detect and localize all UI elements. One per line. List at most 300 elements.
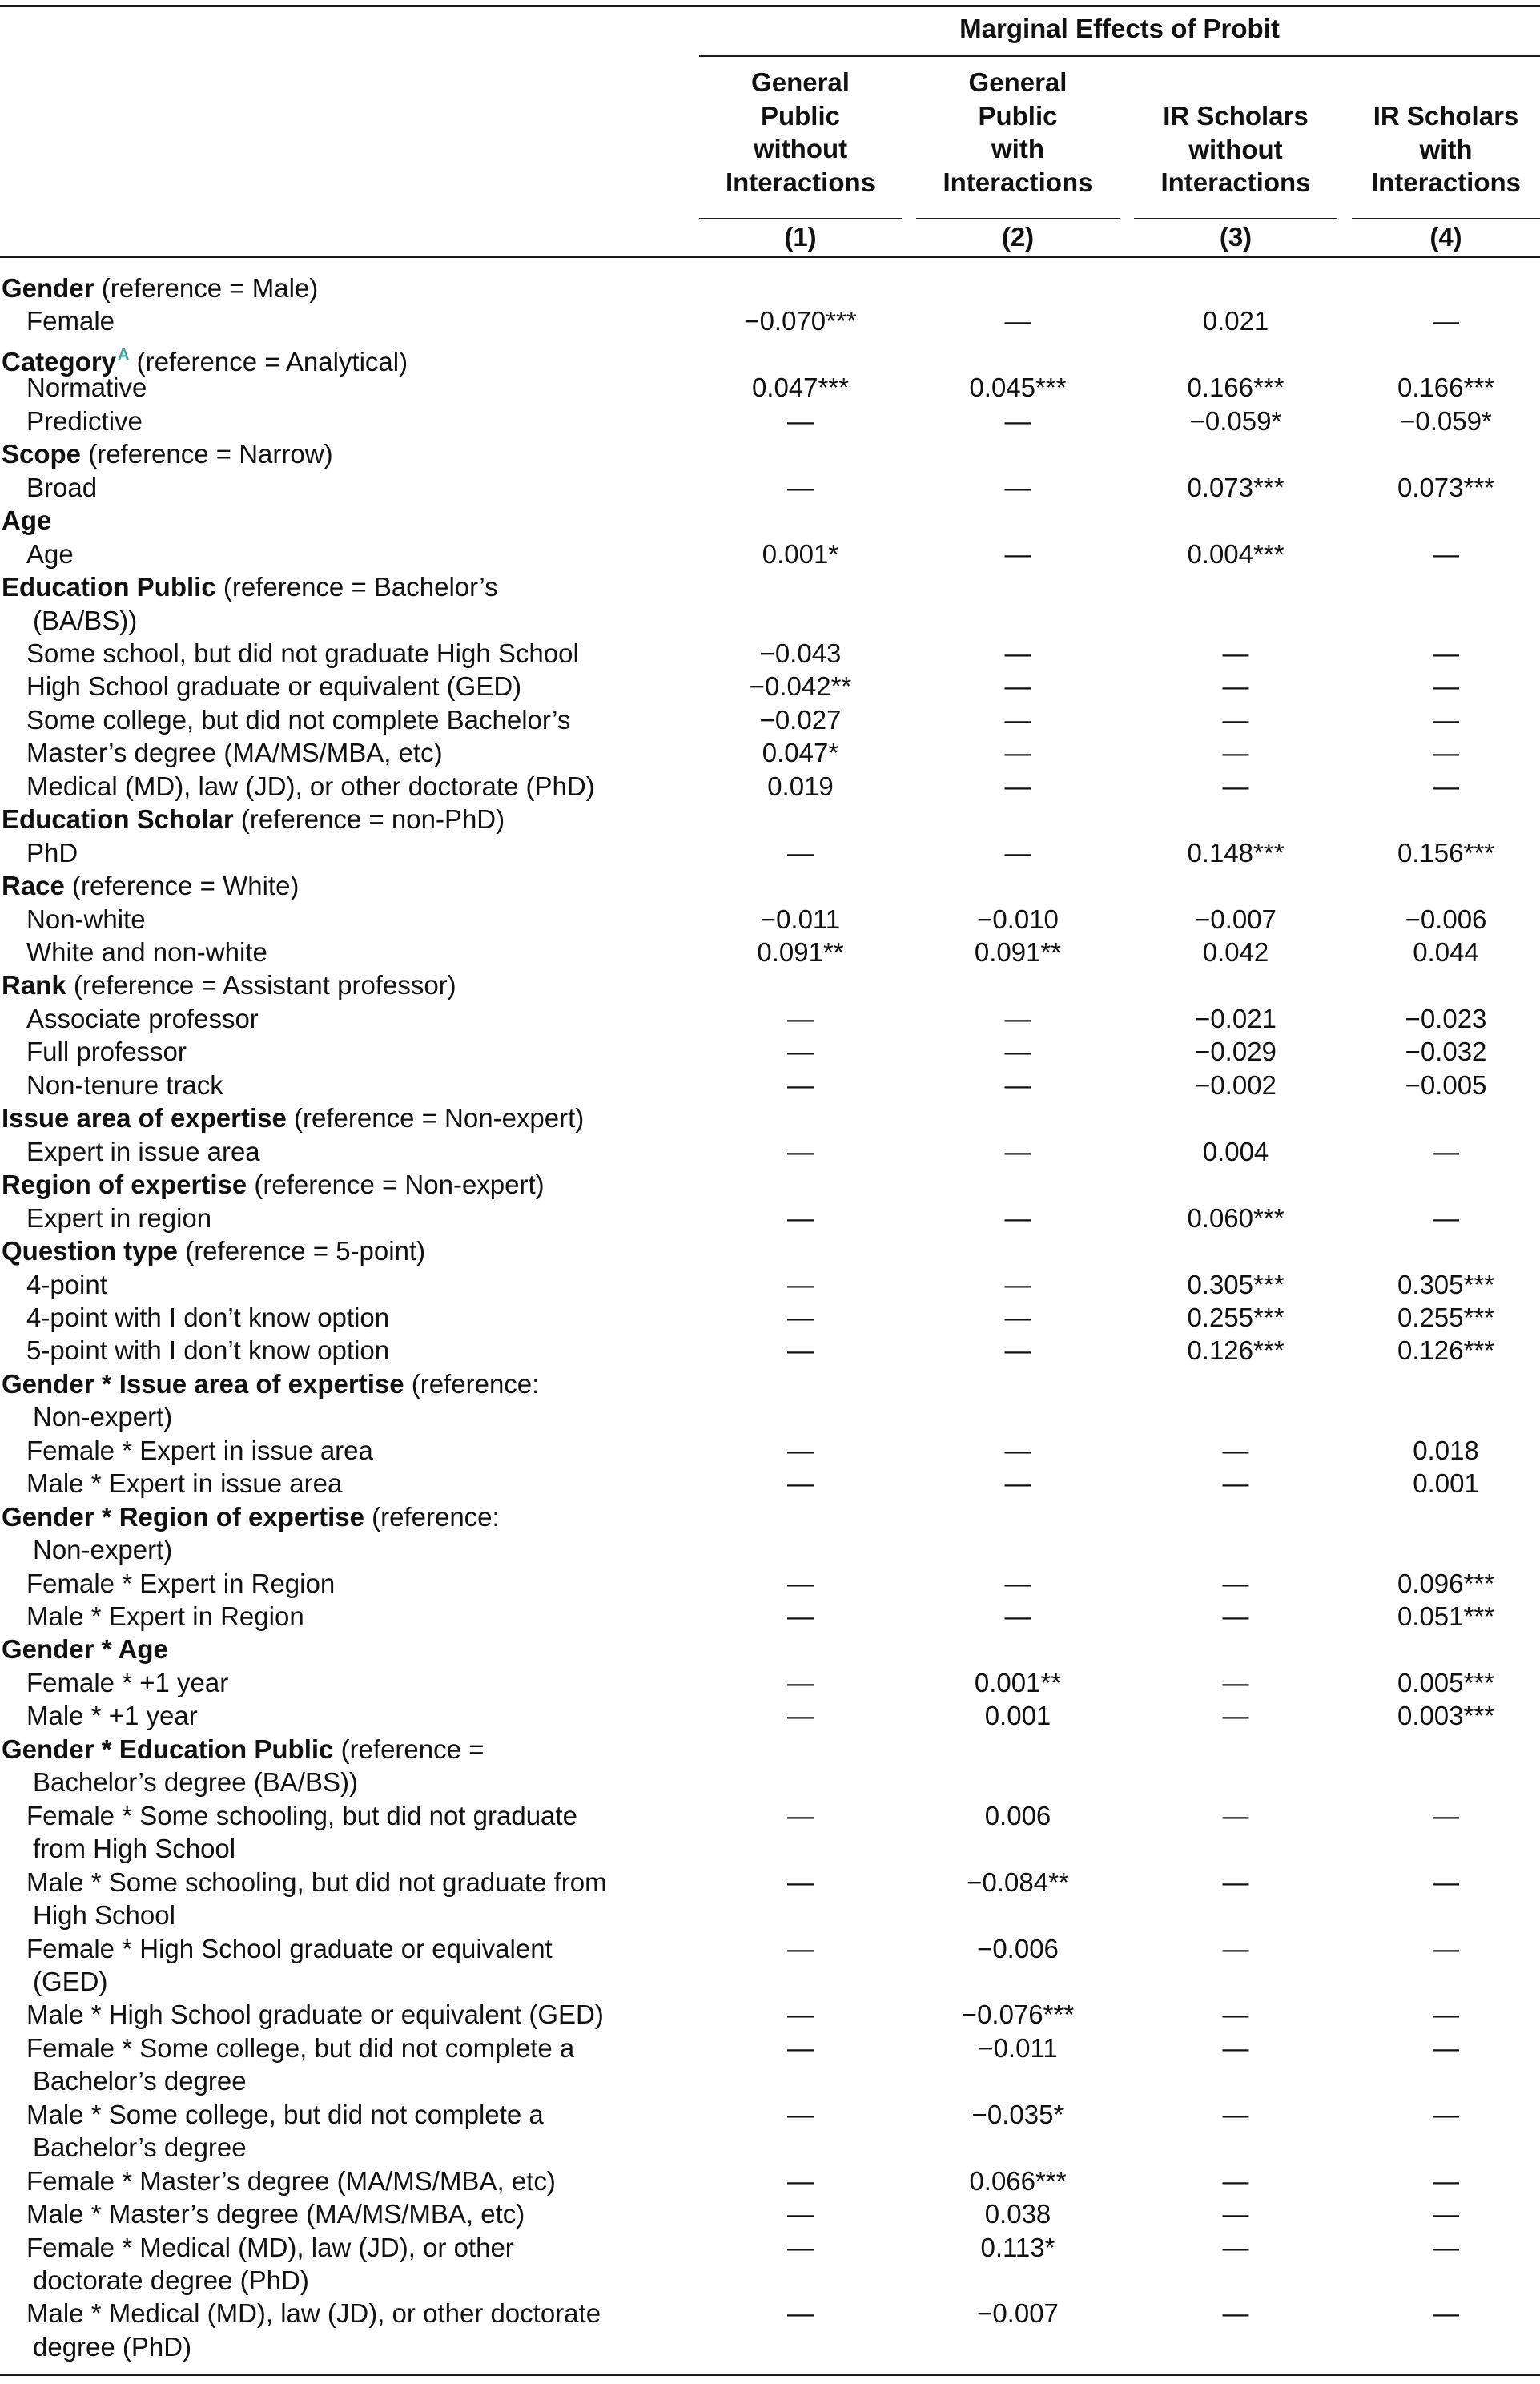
section-title: Category [2,346,117,377]
table-row [0,372,1540,404]
cell-col-2: 0.001** [974,1667,1062,1697]
cell-col-4: 0.166*** [1397,372,1495,403]
cell-col-4: — [1433,771,1459,801]
cell-col-1: −0.011 [760,904,841,934]
cell-col-1: — [787,1601,814,1631]
cell-col-4: — [1433,1800,1459,1830]
col-header-4 [1352,99,1540,199]
cell-col-1: — [787,2099,814,2129]
cell-col-3: — [1222,1435,1249,1465]
col-header-3-line-3: Interactions [1160,167,1311,197]
section-label [2,272,318,304]
row-label: High School [33,1900,175,1931]
cell-col-4: — [1433,1933,1459,1963]
cell-col-4: 0.001 [1413,1468,1479,1499]
cell-col-1: — [787,1468,814,1499]
cell-col-3: 0.060*** [1187,1202,1285,1233]
continuation-row [0,1966,1540,1998]
cell-col-2: 0.045*** [969,372,1067,403]
cell-col-1: — [787,405,814,436]
cell-col-4: — [1433,704,1459,735]
table-row [0,1335,1540,1367]
cell-col-3: −0.021 [1195,1003,1277,1033]
cell-col-3: — [1222,671,1249,702]
section-title: Question type [2,1236,179,1266]
row-label: Male * Expert in Region [26,1601,304,1631]
section-title: Scope [2,439,82,469]
row-label: Non-expert) [33,1402,173,1432]
cell-col-1: — [787,472,814,502]
cell-col-2: — [1004,1037,1031,1067]
row-label: Female * Some schooling, but did not graduate [26,1800,577,1830]
cell-col-3: −0.029 [1195,1037,1277,1067]
section-row [0,1501,1540,1533]
cell-col-1: — [787,1701,814,1731]
cell-col-3: — [1222,1568,1249,1598]
section-title: Age [2,505,52,536]
section-title: Gender * Age [2,1634,168,1665]
cell-col-4: 0.126*** [1397,1335,1495,1366]
cell-col-2: — [1004,1468,1031,1499]
section-label [2,505,51,537]
col-number-3: (3) [1219,222,1253,252]
cell-col-3: 0.004 [1202,1136,1269,1166]
cell-col-1: — [787,1435,814,1465]
col-header-3 [1134,99,1337,199]
cell-col-4: 0.096*** [1397,1568,1495,1598]
footnote-marker: A [118,345,130,364]
table-row [0,2297,1540,2330]
cell-col-3: — [1222,2232,1249,2262]
table-row [0,2165,1540,2197]
continuation-row [0,605,1540,637]
table-row [0,704,1540,736]
cell-col-2: −0.035* [971,2099,1064,2129]
table-row [0,2099,1540,2131]
cell-col-2: 0.006 [984,1800,1051,1830]
section-title: Gender [2,273,94,303]
cell-col-2: 0.001 [984,1701,1051,1731]
col-header-2 [916,66,1120,199]
row-label: (GED) [33,1966,108,1996]
table-row [0,1003,1540,1035]
section-label [2,870,299,902]
cell-col-4: 0.018 [1413,1435,1479,1465]
continuation-row [0,2132,1540,2164]
section-title: Gender * Education Public [2,1734,334,1764]
table-row [0,670,1540,703]
row-label: Female * Some college, but did not complete a [26,2032,575,2063]
cell-col-3: 0.305*** [1187,1269,1285,1299]
cell-col-2: — [1004,738,1031,768]
section-reference: (reference = Assistant professor) [66,970,456,1001]
cell-col-3: — [1222,2032,1249,2063]
table-row [0,1468,1540,1500]
row-label: Non-expert) [33,1535,173,1565]
cell-col-2: — [1004,638,1031,668]
row-label: Non-white [26,904,146,934]
cell-col-1: — [787,2165,814,2196]
continuation-row [0,1899,1540,1931]
row-label: Female * Master’s degree (MA/MS/MBA, etc) [26,2165,556,2196]
cell-col-3: — [1222,704,1249,735]
super-header-rule [699,55,1540,57]
cell-col-2: 0.091** [974,937,1062,967]
cell-col-3: — [1222,771,1249,801]
row-label: Some school, but did not graduate High School [26,638,579,668]
cell-col-3: −0.007 [1195,904,1277,934]
row-label: Associate professor [26,1003,259,1033]
cell-col-4: — [1433,538,1459,569]
bottom-rule [0,2374,1540,2376]
section-label [2,1102,584,1134]
table-row [0,1601,1540,1633]
table-row [0,1999,1540,2031]
row-label: Female * Medical (MD), law (JD), or other [26,2232,514,2262]
continuation-row [0,1766,1540,1798]
cell-col-4: 0.305*** [1397,1269,1495,1299]
cell-col-3: — [1222,1800,1249,1830]
col-header-1 [699,66,902,199]
table-row [0,2032,1540,2064]
table-row [0,1269,1540,1301]
section-reference: (reference: [364,1501,500,1532]
cell-col-3: 0.126*** [1187,1335,1285,1366]
cell-col-4: −0.032 [1405,1037,1487,1067]
col-4-rule [1352,218,1540,219]
cell-col-2: — [1004,1003,1031,1033]
section-reference: (reference = Male) [94,273,319,303]
cell-col-1: 0.047*** [751,372,850,403]
section-title: Rank [2,970,66,1001]
row-label: 4-point with I don’t know option [26,1302,390,1332]
cell-col-2: — [1004,1069,1031,1100]
cell-col-2: — [1004,1601,1031,1631]
table-row [0,1667,1540,1699]
section-reference: (reference = non-PhD) [233,804,505,835]
cell-col-1: −0.042** [749,671,852,702]
table-row [0,771,1540,803]
col-header-2-line-1: General [968,67,1068,97]
cell-col-3: — [1222,2165,1249,2196]
cell-col-3: 0.042 [1202,937,1269,967]
cell-col-3: — [1222,2298,1249,2329]
cell-col-3: — [1222,738,1249,768]
cell-col-2: — [1004,1302,1031,1332]
cell-col-2: −0.084** [967,1867,1069,1897]
table-row [0,538,1540,570]
col-3-rule [1134,218,1337,219]
row-label: PhD [26,837,78,868]
row-label: Female * +1 year [26,1667,229,1697]
row-label: Female * Expert in Region [26,1568,336,1598]
row-label: Non-tenure track [26,1069,223,1100]
cell-col-1: — [787,2298,814,2329]
cell-col-1: — [787,1568,814,1598]
cell-col-2: — [1004,538,1031,569]
section-label [2,1633,168,1665]
section-label [2,438,333,470]
table-row [0,1435,1540,1467]
cell-col-4: — [1433,1136,1459,1166]
section-title: Education Public [2,572,216,602]
section-label [2,969,456,1001]
section-row [0,969,1540,1001]
cell-col-4: — [1433,2199,1459,2229]
table-row [0,405,1540,437]
section-row [0,1368,1540,1400]
col-header-4-line-3: Interactions [1370,167,1522,197]
col-header-1-line-2: Public [760,100,841,131]
cell-col-1: — [787,2199,814,2229]
cell-col-1: −0.027 [759,704,842,735]
cell-col-4: 0.005*** [1397,1667,1495,1697]
section-row [0,505,1540,537]
cell-col-2: — [1004,1202,1031,1233]
table-row [0,1136,1540,1168]
section-reference: (reference = 5-point) [178,1236,426,1266]
cell-col-1: — [787,1037,814,1067]
row-label: Full professor [26,1037,187,1067]
top-rule [0,5,1540,7]
cell-col-3: — [1222,1867,1249,1897]
section-row [0,1102,1540,1134]
row-label: Female * High School graduate or equivalent [26,1933,553,1963]
table-row [0,1302,1540,1334]
table-row [0,737,1540,769]
section-label [2,803,505,836]
cell-col-2: −0.007 [977,2298,1059,2329]
row-label: Male * High School graduate or equivalent (GED) [26,1999,604,2030]
section-label [2,1501,500,1533]
cell-col-1: 0.019 [767,771,834,801]
col-header-2-line-2: Public [978,100,1058,131]
section-title: Gender * Region of expertise [2,1501,364,1532]
cell-col-1: — [787,1136,814,1166]
table-row [0,1202,1540,1234]
row-label: Female * Expert in issue area [26,1435,373,1465]
cell-col-2: 0.066*** [969,2165,1067,2196]
row-label: degree (PhD) [33,2331,192,2362]
row-label: Male * Medical (MD), law (JD), or other doctorate [26,2298,601,2329]
cell-col-2: 0.038 [984,2199,1051,2229]
section-title: Race [2,871,65,901]
cell-col-1: — [787,1933,814,1963]
cell-col-2: 0.113* [980,2232,1055,2262]
row-label: Normative [26,372,147,403]
cell-col-3: 0.021 [1202,306,1269,336]
cell-col-4: — [1433,1202,1459,1233]
cell-col-1: — [787,1003,814,1033]
cell-col-4: −0.059* [1400,405,1492,436]
cell-col-1: — [787,1867,814,1897]
row-label: Male * Master’s degree (MA/MS/MBA, etc) [26,2199,525,2229]
section-label [2,1169,545,1201]
header-bottom-rule [0,256,1540,258]
cell-col-1: — [787,1269,814,1299]
cell-col-3: — [1222,1468,1249,1499]
cell-col-2: — [1004,771,1031,801]
section-label [2,571,498,603]
table-row [0,472,1540,504]
cell-col-4: 0.044 [1413,937,1479,967]
cell-col-4: −0.023 [1405,1003,1487,1033]
section-row [0,1734,1540,1766]
row-label: Male * Some schooling, but did not graduate from [26,1867,607,1897]
table-row [0,305,1540,337]
cell-col-3: — [1222,1601,1249,1631]
table-row [0,1036,1540,1068]
cell-col-1: — [787,837,814,868]
cell-col-1: — [787,1069,814,1100]
cell-col-4: — [1433,1999,1459,2030]
section-row [0,1633,1540,1665]
section-label [2,1734,484,1766]
cell-col-3: 0.004*** [1187,538,1285,569]
section-row [0,1235,1540,1267]
col-number-1: (1) [784,222,817,252]
row-label: Expert in issue area [26,1136,260,1166]
section-reference: (reference = Non-expert) [247,1170,545,1200]
row-label: Male * Expert in issue area [26,1468,343,1499]
cell-col-4: — [1433,738,1459,768]
section-row [0,571,1540,603]
col-2-rule [916,218,1120,219]
row-label: Expert in region [26,1202,212,1233]
cell-col-2: — [1004,704,1031,735]
cell-col-1: — [787,1335,814,1366]
section-label [2,1368,539,1400]
section-row [0,803,1540,836]
cell-col-1: 0.001* [762,538,839,569]
cell-col-3: 0.166*** [1187,372,1285,403]
cell-col-4: — [1433,2099,1459,2129]
continuation-row [0,2265,1540,2297]
cell-col-3: — [1222,1701,1249,1731]
table-row [0,2198,1540,2230]
row-label: Predictive [26,405,143,436]
table-row [0,904,1540,936]
col-1-rule [699,218,902,219]
cell-col-3: — [1222,2199,1249,2229]
cell-col-4: 0.051*** [1397,1601,1495,1631]
cell-col-1: — [787,2032,814,2063]
cell-col-2: −0.011 [978,2032,1058,2063]
cell-col-3: 0.255*** [1187,1302,1285,1332]
table-row [0,1933,1540,1965]
cell-col-1: 0.091** [757,937,844,967]
section-reference: (reference = Bachelor’s [215,572,498,602]
section-row [0,438,1540,470]
cell-col-3: — [1222,1667,1249,1697]
col-number-4: (4) [1429,222,1462,252]
cell-col-3: — [1222,638,1249,668]
col-header-1-line-1: General [751,67,850,97]
cell-col-1: −0.043 [759,638,842,668]
table-row [0,837,1540,869]
cell-col-1: — [787,1800,814,1830]
continuation-row [0,1401,1540,1433]
cell-col-2: — [1004,306,1031,336]
cell-col-4: — [1433,306,1459,336]
col-header-4-line-1: IR Scholars [1373,101,1519,131]
row-label: from High School [33,1834,236,1864]
cell-col-1: 0.047* [762,738,839,768]
col-number-2: (2) [1001,222,1035,252]
cell-col-3: — [1222,1933,1249,1963]
row-label: Bachelor’s degree [33,2066,247,2096]
cell-col-4: 0.073*** [1397,472,1495,502]
col-header-2-line-3: with [991,134,1044,163]
table-row [0,1800,1540,1832]
cell-col-4: −0.005 [1405,1069,1487,1100]
cell-col-2: — [1004,837,1031,868]
col-header-4-line-2: with [1419,134,1473,164]
cell-col-2: — [1004,671,1031,702]
col-header-1-line-4: Interactions [725,167,876,197]
cell-col-1: — [787,1202,814,1233]
cell-col-4: — [1433,2298,1459,2329]
row-label: (BA/BS)) [33,605,138,635]
row-label: Master’s degree (MA/MS/MBA, etc) [26,738,443,768]
section-reference: (reference = Analytical) [129,346,408,377]
cell-col-4: — [1433,671,1459,702]
row-label: doctorate degree (PhD) [33,2265,309,2295]
super-header-label: Marginal Effects of Probit [959,14,1280,43]
cell-col-2: −0.010 [977,904,1059,934]
section-title: Region of expertise [2,1170,247,1200]
cell-col-3: — [1222,1999,1249,2030]
table-row [0,1568,1540,1600]
continuation-row [0,1833,1540,1865]
cell-col-1: — [787,2232,814,2262]
cell-col-3: 0.073*** [1187,472,1285,502]
col-header-2-line-4: Interactions [943,167,1093,197]
table-row [0,2232,1540,2264]
row-label: High School graduate or equivalent (GED) [26,671,522,702]
cell-col-4: 0.255*** [1397,1302,1495,1332]
row-label: Medical (MD), law (JD), or other doctorate (PhD) [26,771,595,801]
row-label: Bachelor’s degree (BA/BS)) [33,1767,358,1798]
cell-col-2: — [1004,472,1031,502]
cell-col-3: 0.148*** [1187,837,1285,868]
cell-col-2: — [1004,1435,1031,1465]
table-row [0,1069,1540,1101]
col-header-3-line-2: without [1188,134,1283,164]
section-reference: (reference: [404,1368,540,1399]
continuation-row [0,2065,1540,2097]
cell-col-2: −0.076*** [961,1999,1075,2030]
cell-col-2: — [1004,1136,1031,1166]
cell-col-2: −0.006 [977,1933,1059,1963]
row-label: 5-point with I don’t know option [26,1335,390,1366]
cell-col-2: — [1004,405,1031,436]
cell-col-1: — [787,1999,814,2030]
table-row [0,1867,1540,1899]
section-title: Issue area of expertise [2,1103,287,1134]
cell-col-3: −0.059* [1189,405,1282,436]
cell-col-4: 0.156*** [1397,837,1495,868]
col-header-3-line-1: IR Scholars [1163,101,1309,131]
cell-col-4: 0.003*** [1397,1701,1495,1731]
section-row [0,272,1540,304]
section-row [0,339,1540,377]
row-label: Male * Some college, but did not complete a [26,2099,544,2129]
row-label: White and non-white [26,937,267,967]
table-row [0,638,1540,670]
section-row [0,870,1540,902]
section-row [0,1169,1540,1201]
